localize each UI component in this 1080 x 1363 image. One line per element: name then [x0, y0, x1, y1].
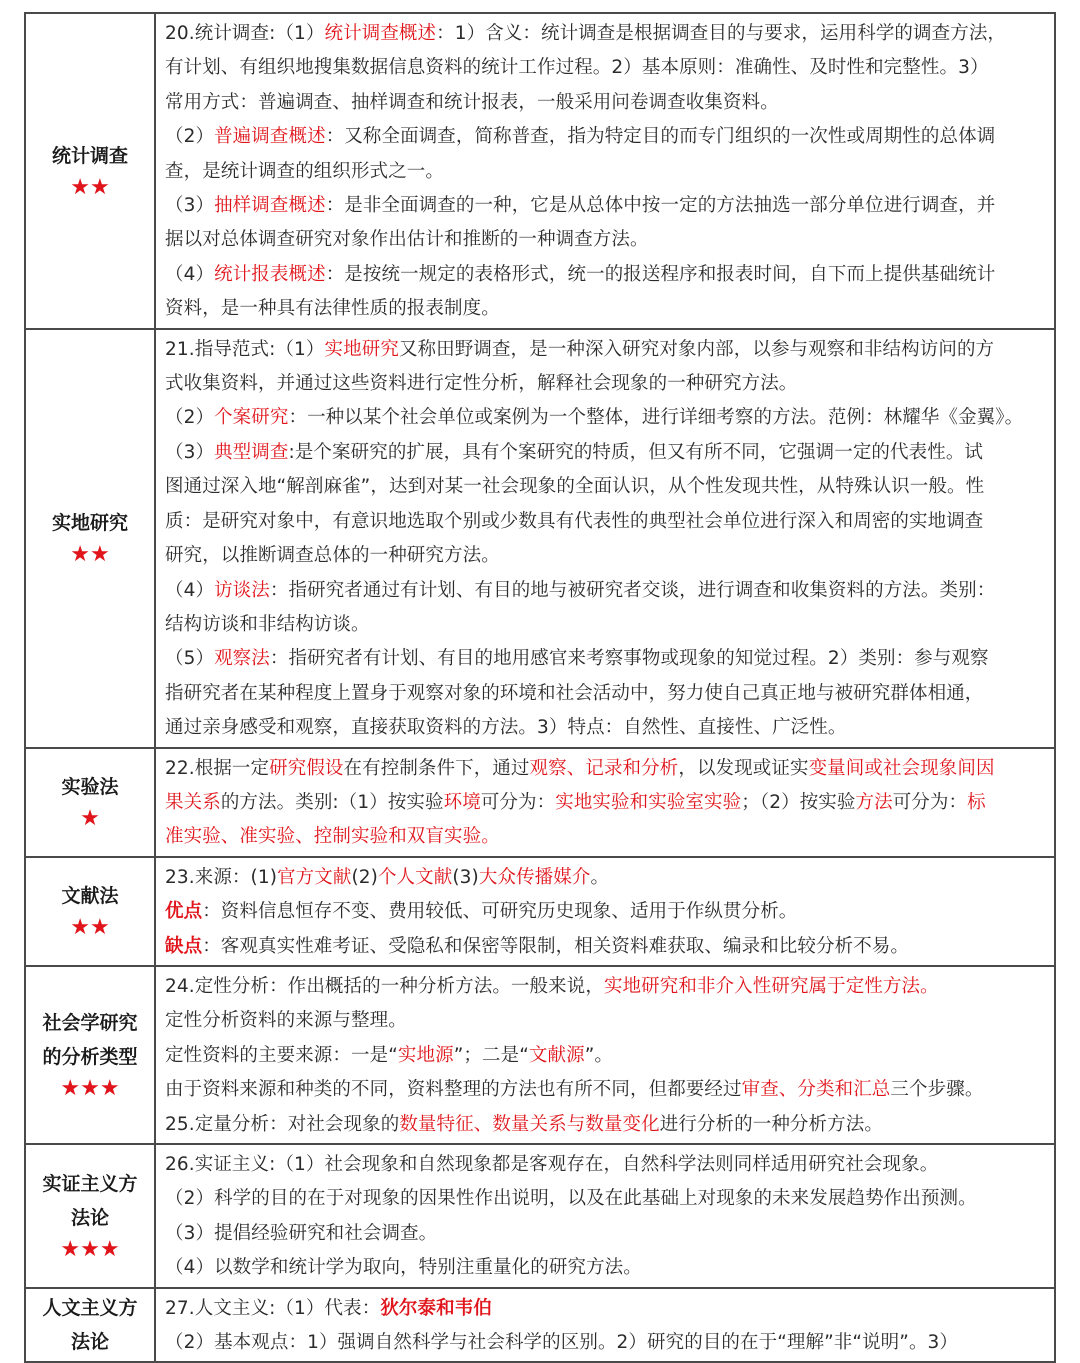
content-line [165, 367, 1046, 401]
content-line [165, 436, 1046, 470]
content-line [165, 1004, 1046, 1038]
content-text: 据以对总体调查研究对象作出估计和推断的一种调查方法。 [165, 229, 649, 251]
content-line [165, 1326, 1046, 1360]
importance-stars: ★★ [70, 174, 110, 200]
content-text: （2）基本观点：1）强调自然科学与社会科学的区别。2）研究的目的在于“理解”非“说明”。3） [165, 1332, 959, 1354]
highlighted-term: 抽样调查概述 [214, 195, 326, 217]
content-text: （2）科学的目的在于对现象的因果性作出说明，以及在此基础上对现象的未来发展趋势作出预测。 [165, 1188, 977, 1210]
topic-category-label: 实证主义方 [42, 1172, 138, 1195]
topic-category-cell [25, 1144, 155, 1288]
highlighted-term: 实地研究和非介入性研究属于定性方法。 [603, 975, 939, 997]
content-text: 又称田野调查，是一种深入研究对象内部，以参与观察和非结构访问的方 [398, 338, 995, 360]
highlighted-term: 环境 [443, 791, 481, 813]
content-text: ：指研究者有计划、有目的地用感官来考察事物或现象的知觉过程。2）类别：参与观察 [269, 648, 989, 670]
highlighted-term: 优点 [165, 901, 203, 923]
highlighted-term: 大众传播媒介 [478, 866, 591, 888]
content-line [165, 1217, 1046, 1251]
content-text: 25.定量分析：对社会现象的 [165, 1113, 400, 1135]
highlighted-term: 果关系 [165, 791, 221, 813]
topic-category-label: 法论 [70, 1331, 109, 1354]
highlighted-term: 实地源 [397, 1044, 454, 1066]
content-line [165, 223, 1046, 257]
topic-content-cell [155, 329, 1055, 748]
topic-category-label: 人文主义方 [42, 1297, 138, 1320]
content-text: 资料，是一种具有法律性质的报表制度。 [165, 298, 500, 320]
content-text: 质：是研究对象中，有意识地选取个别或少数具有代表性的典型社会单位进行深入和周密的实地调查 [165, 510, 984, 532]
content-text: ；（2）按实验 [741, 791, 856, 813]
content-text: 的方法。类别:（1）按实验 [220, 791, 444, 813]
topic-category-cell [25, 966, 155, 1144]
content-text: （2） [165, 407, 215, 429]
content-line [165, 17, 1046, 51]
content-line [165, 120, 1046, 154]
content-text: ：又称全面调查，简称普查，指为特定目的而专门组织的一次性或周期性的总体调 [325, 126, 996, 148]
content-line [165, 86, 1046, 120]
content-line [165, 470, 1046, 504]
highlighted-term: 审查、分类和汇总 [741, 1079, 891, 1101]
content-text: （4）以数学和统计学为取向，特别注重量化的研究方法。 [165, 1257, 642, 1279]
content-text: 21.指导范式:（1） [165, 338, 325, 360]
content-line [165, 189, 1046, 223]
content-line [165, 970, 1046, 1004]
content-line [165, 574, 1046, 608]
topic-category-cell [25, 857, 155, 966]
content-line [165, 1073, 1046, 1107]
content-text: 式收集资料，并通过这些资料进行定性分析，解释社会现象的一种研究方法。 [165, 373, 798, 395]
topic-category-label: 法论 [70, 1206, 109, 1229]
content-line [165, 930, 1046, 964]
highlighted-term: 个案研究 [214, 407, 289, 429]
content-line [165, 711, 1046, 745]
content-text: 在有控制条件下，通过 [343, 757, 530, 779]
content-line [165, 1182, 1046, 1216]
content-text: 26.实证主义:（1）社会现象和自然现象都是客观存在，自然科学法则同样适用研究社会现象。 [165, 1154, 939, 1175]
content-text: （2） [165, 126, 215, 148]
topic-category-label: 实地研究 [51, 512, 128, 535]
topic-row [25, 13, 1055, 329]
notes-table [24, 12, 1056, 1363]
topic-content-cell [155, 13, 1055, 329]
content-line [165, 539, 1046, 573]
topic-content-cell [155, 857, 1055, 966]
topic-row [25, 1144, 1055, 1288]
content-text: 结构访谈和非结构访谈。 [165, 613, 370, 635]
topic-category-label: 文献法 [61, 885, 119, 908]
importance-stars: ★★★ [60, 1236, 120, 1262]
topic-category-label: 社会学研究 [42, 1011, 138, 1034]
content-line [165, 1148, 1046, 1182]
content-line [165, 608, 1046, 642]
content-text: （3） [165, 195, 215, 217]
highlighted-term: 准实验、准实验、控制实验和双盲实验。 [165, 826, 500, 848]
content-text: 指研究者在某种程度上置身于观察对象的环境和社会活动中，努力使自己真正地与被研究群体相通， [165, 682, 984, 704]
topic-row [25, 748, 1055, 857]
highlighted-term: 典型调查 [214, 441, 289, 463]
topic-content-cell [155, 748, 1055, 857]
content-line [165, 786, 1046, 820]
content-text: 24.定性分析：作出概括的一种分析方法。一般来说， [165, 975, 604, 997]
content-text: 定性分析资料的来源与整理。 [165, 1010, 407, 1032]
topic-category-cell [25, 1288, 155, 1363]
content-line [165, 51, 1046, 85]
topic-content-cell [155, 1144, 1055, 1288]
content-line [165, 752, 1046, 786]
content-line [165, 861, 1046, 895]
content-text: ：指研究者通过有计划、有目的地与被研究者交谈，进行调查和收集资料的方法。类别： [269, 579, 996, 601]
highlighted-term: 文献源 [528, 1044, 585, 1066]
topic-category-cell [25, 13, 155, 329]
content-text: 通过亲身感受和观察，直接获取资料的方法。3）特点：自然性、直接性、广泛性。 [165, 717, 847, 739]
content-text: （3）提倡经验研究和社会调查。 [165, 1222, 438, 1244]
content-text: ：1）含义：统计调查是根据调查目的与要求，运用科学的调查方法， [436, 23, 1007, 44]
content-line [165, 820, 1046, 854]
content-line [165, 642, 1046, 676]
content-text: ：是非全面调查的一种，它是从总体中按一定的方法抽选一部分单位进行调查，并 [325, 195, 996, 217]
content-text: 可分为： [480, 791, 556, 813]
content-text: 可分为： [892, 791, 968, 813]
content-text: 有计划、有组织地搜集数据信息资料的统计工作过程。2）基本原则：准确性、及时性和完整性。3） [165, 57, 989, 79]
content-text: ，以发现或证实 [678, 757, 809, 779]
content-text: ：一种以某个社会单位或案例为一个整体，进行详细考察的方法。范例：林耀华《金翼》。 [288, 407, 1024, 429]
content-line [165, 1292, 1046, 1326]
topic-row [25, 966, 1055, 1144]
highlighted-term: 实地研究 [324, 338, 399, 360]
importance-stars: ★★★ [60, 1075, 120, 1101]
highlighted-term: 观察、记录和分析 [529, 757, 679, 779]
content-text: （5） [165, 648, 215, 670]
content-line [165, 677, 1046, 711]
importance-stars: ★★ [70, 915, 110, 941]
content-line [165, 401, 1046, 435]
content-text: 20.统计调查:（1） [165, 23, 325, 44]
content-text: ：资料信息恒存不变、费用较低、可研究历史现象、适用于作纵贯分析。 [202, 901, 798, 923]
topic-category-cell [25, 329, 155, 748]
highlighted-term: 统计报表概述 [214, 263, 326, 285]
content-line [165, 895, 1046, 929]
highlighted-term: 访谈法 [214, 579, 270, 601]
content-text: ”；二是“ [453, 1044, 529, 1066]
content-text: 。 [590, 866, 610, 888]
highlighted-term: 个人文献 [377, 866, 453, 888]
content-line [165, 505, 1046, 539]
content-text: ：客观真实性难考证、受隐私和保密等限制，相关资料难获取、编录和比较分析不易。 [202, 935, 910, 957]
highlighted-term: 标 [967, 791, 986, 813]
importance-stars: ★ [80, 806, 100, 832]
content-text: ”。 [584, 1044, 613, 1066]
content-text: 三个步骤。 [890, 1079, 984, 1101]
content-text: （3） [165, 441, 215, 463]
content-text: 22.根据一定 [165, 757, 270, 779]
content-line [165, 292, 1046, 326]
highlighted-term: 研究假设 [269, 757, 344, 779]
content-text: 常用方式：普遍调查、抽样调查和统计报表，一般采用问卷调查收集资料。 [165, 91, 779, 113]
content-text: 图通过深入地“解剖麻雀”，达到对某一社会现象的全面认识，从个性发现共性，从特殊认识一般。性 [165, 476, 985, 498]
importance-stars: ★★ [70, 542, 110, 568]
topic-category-label: 统计调查 [51, 144, 128, 167]
highlighted-term: 统计调查概述 [324, 23, 437, 44]
highlighted-term: 缺点 [165, 935, 203, 957]
content-line [165, 155, 1046, 189]
topic-row [25, 329, 1055, 748]
content-text: 27.人文主义:（1）代表： [165, 1297, 381, 1319]
highlighted-term: 观察法 [214, 648, 270, 670]
content-line [165, 333, 1046, 367]
topic-category-label: 的分析类型 [42, 1045, 138, 1068]
content-line [165, 1251, 1046, 1285]
content-text: （4） [165, 263, 215, 285]
highlighted-term: 狄尔泰和韦伯 [380, 1297, 492, 1319]
topic-category-cell [25, 748, 155, 857]
topic-content-cell [155, 966, 1055, 1144]
highlighted-term: 普遍调查概述 [214, 126, 326, 148]
content-text: 研究，以推断调查总体的一种研究方法。 [165, 545, 500, 567]
content-line [165, 258, 1046, 292]
content-text: (3) [452, 866, 479, 888]
content-text: 定性资料的主要来源：一是“ [165, 1044, 398, 1066]
notes-table-body [25, 13, 1055, 1362]
content-line [165, 1108, 1046, 1142]
content-text: 由于资料来源和种类的不同，资料整理的方法也有所不同，但都要经过 [165, 1079, 742, 1101]
content-text: (2) [351, 866, 378, 888]
highlighted-term: 实地实验和实验室实验 [555, 791, 742, 813]
topic-row [25, 857, 1055, 966]
highlighted-term: 数量特征、数量关系与数量变化 [399, 1113, 660, 1135]
content-text: （4） [165, 579, 215, 601]
content-text: 查，是统计调查的组织形式之一。 [165, 160, 445, 182]
topic-category-label: 实验法 [61, 776, 119, 799]
content-text: :是个案研究的扩展，具有个案研究的特质，但又有所不同，它强调一定的代表性。试 [288, 441, 984, 463]
content-text: 进行分析的一种分析方法。 [659, 1113, 883, 1135]
highlighted-term: 官方文献 [277, 866, 352, 888]
topic-content-cell [155, 1288, 1055, 1363]
highlighted-term: 方法 [855, 791, 893, 813]
highlighted-term: 变量间或社会现象间因 [808, 757, 995, 779]
content-text: ：是按统一规定的表格形式，统一的报送程序和报表时间，自下而上提供基础统计 [325, 263, 996, 285]
topic-row [25, 1288, 1055, 1363]
content-line [165, 1039, 1046, 1073]
content-text: 23.来源：(1) [165, 866, 278, 888]
